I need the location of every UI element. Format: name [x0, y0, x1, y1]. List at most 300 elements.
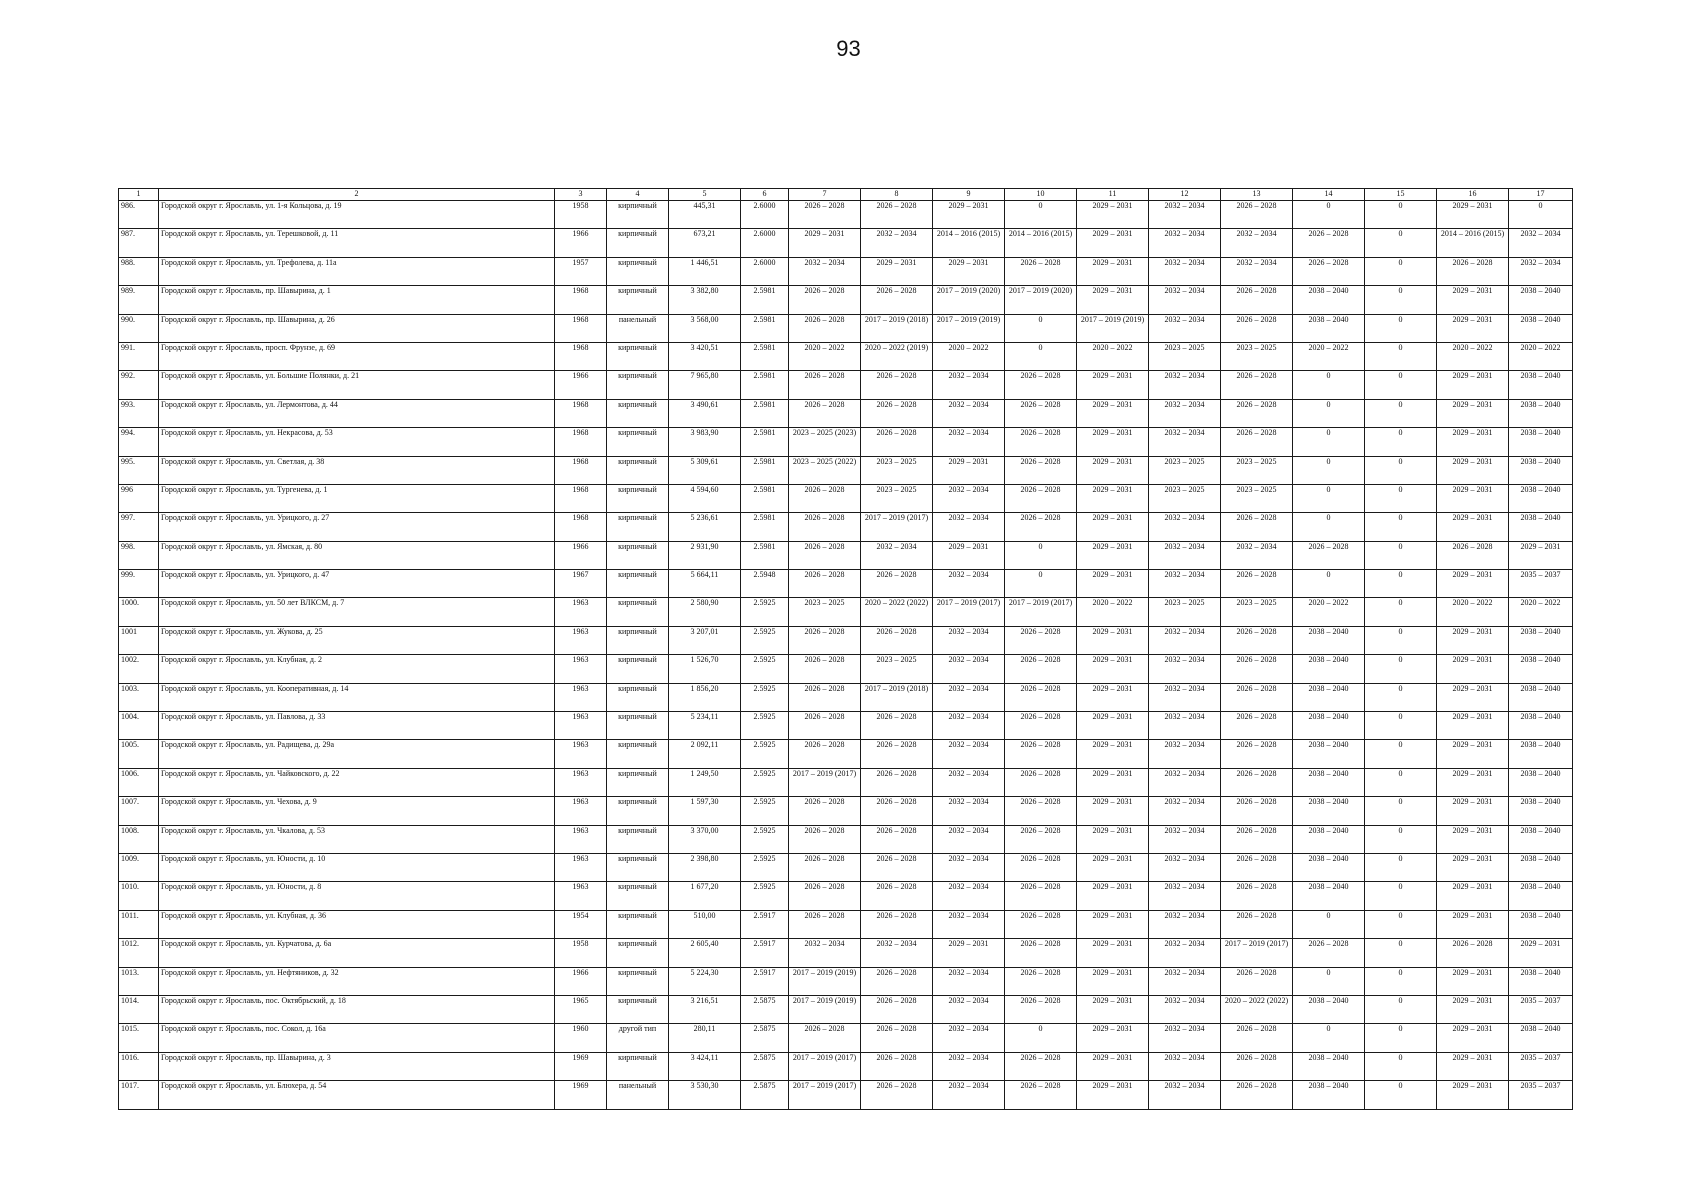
- row-number-cell: 1013.: [119, 967, 159, 995]
- table-cell: 2026 – 2028: [789, 740, 861, 768]
- row-number-cell: 994.: [119, 428, 159, 456]
- address-cell: Городской округ г. Ярославль, ул. Кооперативная, д. 14: [159, 683, 555, 711]
- table-cell: 0: [1365, 484, 1437, 512]
- table-cell: 2032 – 2034: [1149, 314, 1221, 342]
- table-cell: 0: [1293, 1024, 1365, 1052]
- table-cell: 1963: [555, 797, 607, 825]
- table-cell: 2038 – 2040: [1293, 712, 1365, 740]
- table-cell: 0: [1365, 598, 1437, 626]
- table-cell: 2029 – 2031: [1509, 541, 1573, 569]
- table-cell: 1963: [555, 626, 607, 654]
- table-cell: 2 398,80: [669, 853, 741, 881]
- table-cell: 1968: [555, 428, 607, 456]
- table-cell: 2038 – 2040: [1509, 428, 1573, 456]
- table-cell: 1966: [555, 371, 607, 399]
- address-cell: Городской округ г. Ярославль, ул. Трефолева, д. 11а: [159, 257, 555, 285]
- table-cell: 1968: [555, 399, 607, 427]
- table-cell: 1969: [555, 1052, 607, 1080]
- table-cell: 3 420,51: [669, 342, 741, 370]
- table-cell: 2017 – 2019 (2019): [789, 967, 861, 995]
- table-cell: 2032 – 2034: [933, 712, 1005, 740]
- table-cell: 0: [1365, 995, 1437, 1023]
- table-cell: 2020 – 2022: [933, 342, 1005, 370]
- row-number-cell: 1016.: [119, 1052, 159, 1080]
- table-cell: 2026 – 2028: [1005, 939, 1077, 967]
- table-cell: 2026 – 2028: [789, 314, 861, 342]
- address-cell: Городской округ г. Ярославль, ул. Жукова, д. 25: [159, 626, 555, 654]
- table-cell: 2032 – 2034: [933, 797, 1005, 825]
- table-cell: 0: [1005, 342, 1077, 370]
- table-cell: 2014 – 2016 (2015): [1437, 229, 1509, 257]
- table-cell: 2.5925: [741, 797, 789, 825]
- table-cell: 2026 – 2028: [861, 882, 933, 910]
- table-cell: 2026 – 2028: [789, 513, 861, 541]
- table-cell: 2026 – 2028: [1221, 1081, 1293, 1109]
- table-row: [119, 939, 1573, 967]
- table-cell: кирпичный: [607, 655, 669, 683]
- table-cell: кирпичный: [607, 740, 669, 768]
- table-cell: 4 594,60: [669, 484, 741, 512]
- table-cell: 2038 – 2040: [1293, 655, 1365, 683]
- table-row: [119, 513, 1573, 541]
- table-cell: 1 249,50: [669, 768, 741, 796]
- row-number-cell: 1010.: [119, 882, 159, 910]
- address-cell: Городской округ г. Ярославль, ул. Чехова, д. 9: [159, 797, 555, 825]
- table-cell: 2029 – 2031: [1437, 201, 1509, 229]
- table-cell: 2029 – 2031: [1437, 995, 1509, 1023]
- table-cell: 2026 – 2028: [789, 853, 861, 881]
- table-cell: 2029 – 2031: [1437, 712, 1509, 740]
- table-cell: кирпичный: [607, 541, 669, 569]
- table-row: [119, 712, 1573, 740]
- table-cell: 2032 – 2034: [1149, 740, 1221, 768]
- table-cell: 2029 – 2031: [1077, 655, 1149, 683]
- table-cell: 1 677,20: [669, 882, 741, 910]
- table-cell: 2032 – 2034: [1149, 1024, 1221, 1052]
- table-cell: 2032 – 2034: [1149, 399, 1221, 427]
- table-cell: 2020 – 2022: [1509, 598, 1573, 626]
- table-cell: 2026 – 2028: [1221, 853, 1293, 881]
- table-cell: 2023 – 2025: [861, 456, 933, 484]
- address-cell: Городской округ г. Ярославль, ул. 1-я Кольцова, д. 19: [159, 201, 555, 229]
- table-cell: 0: [1365, 342, 1437, 370]
- table-cell: 0: [1293, 371, 1365, 399]
- table-cell: 2026 – 2028: [1221, 626, 1293, 654]
- table-cell: 2029 – 2031: [1437, 825, 1509, 853]
- table-cell: кирпичный: [607, 201, 669, 229]
- table-cell: 2029 – 2031: [1437, 1052, 1509, 1080]
- table-cell: 2.5981: [741, 342, 789, 370]
- table-cell: 2032 – 2034: [933, 371, 1005, 399]
- table-cell: 2038 – 2040: [1509, 740, 1573, 768]
- table-cell: 1963: [555, 768, 607, 796]
- row-number-cell: 990.: [119, 314, 159, 342]
- table-cell: 2026 – 2028: [1221, 1024, 1293, 1052]
- table-row: [119, 314, 1573, 342]
- table-cell: 2029 – 2031: [861, 257, 933, 285]
- table-header: [119, 189, 1573, 201]
- table-cell: 2.5917: [741, 967, 789, 995]
- table-row: [119, 1081, 1573, 1109]
- column-header-15: 15: [1365, 189, 1437, 201]
- table-cell: 1960: [555, 1024, 607, 1052]
- row-number-cell: 998.: [119, 541, 159, 569]
- column-header-13: 13: [1221, 189, 1293, 201]
- table-cell: 2029 – 2031: [1077, 825, 1149, 853]
- row-number-cell: 1000.: [119, 598, 159, 626]
- table-cell: 7 965,80: [669, 371, 741, 399]
- table-cell: 2032 – 2034: [933, 768, 1005, 796]
- address-cell: Городской округ г. Ярославль, пр. Шавырина, д. 1: [159, 286, 555, 314]
- table-cell: 2020 – 2022 (2022): [1221, 995, 1293, 1023]
- table-cell: 2.5981: [741, 484, 789, 512]
- table-cell: 2.5875: [741, 1081, 789, 1109]
- table-cell: другой тип: [607, 1024, 669, 1052]
- row-number-cell: 1008.: [119, 825, 159, 853]
- table-cell: 2017 – 2019 (2018): [861, 683, 933, 711]
- table-cell: 2032 – 2034: [1149, 655, 1221, 683]
- table-cell: 2038 – 2040: [1293, 995, 1365, 1023]
- table-cell: 2032 – 2034: [933, 513, 1005, 541]
- table-cell: 2026 – 2028: [789, 1024, 861, 1052]
- table-cell: 2032 – 2034: [933, 428, 1005, 456]
- table-cell: 2038 – 2040: [1509, 683, 1573, 711]
- table-cell: 2026 – 2028: [1221, 825, 1293, 853]
- table-row: [119, 995, 1573, 1023]
- table-cell: 2026 – 2028: [1005, 371, 1077, 399]
- table-body: [119, 201, 1573, 1110]
- table-cell: 2038 – 2040: [1509, 882, 1573, 910]
- table-cell: 2029 – 2031: [1077, 570, 1149, 598]
- table-row: [119, 201, 1573, 229]
- row-number-cell: 1009.: [119, 853, 159, 881]
- table-cell: 2023 – 2025: [861, 655, 933, 683]
- table-cell: 2038 – 2040: [1293, 286, 1365, 314]
- table-cell: кирпичный: [607, 712, 669, 740]
- table-cell: 2026 – 2028: [789, 712, 861, 740]
- table-cell: 2029 – 2031: [1077, 797, 1149, 825]
- address-cell: Городской округ г. Ярославль, ул. Нефтяников, д. 32: [159, 967, 555, 995]
- table-cell: 0: [1365, 570, 1437, 598]
- column-header-12: 12: [1149, 189, 1221, 201]
- table-cell: кирпичный: [607, 768, 669, 796]
- table-cell: 2.6000: [741, 257, 789, 285]
- table-cell: 2026 – 2028: [1005, 712, 1077, 740]
- address-cell: Городской округ г. Ярославль, пос. Сокол, д. 16а: [159, 1024, 555, 1052]
- address-cell: Городской округ г. Ярославль, ул. Тургенева, д. 1: [159, 484, 555, 512]
- table-cell: 2017 – 2019 (2017): [789, 1081, 861, 1109]
- table-row: [119, 768, 1573, 796]
- table-cell: 2026 – 2028: [789, 683, 861, 711]
- address-cell: Городской округ г. Ярославль, ул. Большие Полянки, д. 21: [159, 371, 555, 399]
- table-cell: 2026 – 2028: [1221, 570, 1293, 598]
- table-cell: 2029 – 2031: [1509, 939, 1573, 967]
- table-cell: 2026 – 2028: [789, 626, 861, 654]
- column-header-7: 7: [789, 189, 861, 201]
- table-cell: 2026 – 2028: [861, 967, 933, 995]
- table-cell: 2029 – 2031: [1077, 428, 1149, 456]
- table-cell: 2038 – 2040: [1509, 655, 1573, 683]
- table-cell: 2032 – 2034: [933, 626, 1005, 654]
- table-cell: 2032 – 2034: [1509, 257, 1573, 285]
- column-header-9: 9: [933, 189, 1005, 201]
- table-cell: 2026 – 2028: [1293, 229, 1365, 257]
- table-cell: 2026 – 2028: [789, 910, 861, 938]
- row-number-cell: 989.: [119, 286, 159, 314]
- address-cell: Городской округ г. Ярославль, ул. Клубная, д. 2: [159, 655, 555, 683]
- table-cell: 2038 – 2040: [1293, 882, 1365, 910]
- table-cell: 2032 – 2034: [1149, 853, 1221, 881]
- table-cell: 5 236,61: [669, 513, 741, 541]
- table-row: [119, 825, 1573, 853]
- table-cell: 2026 – 2028: [1005, 513, 1077, 541]
- table-cell: 2026 – 2028: [789, 570, 861, 598]
- table-cell: 2023 – 2025: [1149, 484, 1221, 512]
- table-cell: 0: [1293, 967, 1365, 995]
- table-cell: 2026 – 2028: [789, 541, 861, 569]
- table-cell: панельный: [607, 314, 669, 342]
- table-row: [119, 229, 1573, 257]
- table-cell: 2023 – 2025: [861, 484, 933, 512]
- table-cell: 2038 – 2040: [1509, 825, 1573, 853]
- table-cell: 2038 – 2040: [1509, 967, 1573, 995]
- table-cell: 2023 – 2025: [1149, 342, 1221, 370]
- table-cell: 2017 – 2019 (2019): [933, 314, 1005, 342]
- table-cell: кирпичный: [607, 882, 669, 910]
- table-cell: 0: [1365, 1024, 1437, 1052]
- table-cell: 2026 – 2028: [1005, 626, 1077, 654]
- table-cell: 2026 – 2028: [1005, 683, 1077, 711]
- table-cell: 2.5981: [741, 456, 789, 484]
- table-cell: 0: [1293, 201, 1365, 229]
- table-cell: 2023 – 2025: [789, 598, 861, 626]
- table-cell: 3 207,01: [669, 626, 741, 654]
- table-cell: 0: [1365, 967, 1437, 995]
- table-cell: 0: [1365, 286, 1437, 314]
- column-header-2: 2: [159, 189, 555, 201]
- table-cell: 2029 – 2031: [1077, 257, 1149, 285]
- table-cell: 2029 – 2031: [789, 229, 861, 257]
- table-cell: 2.5925: [741, 683, 789, 711]
- table-cell: панельный: [607, 1081, 669, 1109]
- table-cell: 2026 – 2028: [861, 1024, 933, 1052]
- table-cell: 2017 – 2019 (2017): [861, 513, 933, 541]
- table-cell: 2029 – 2031: [1077, 229, 1149, 257]
- table-cell: 2026 – 2028: [861, 1081, 933, 1109]
- table-cell: 2032 – 2034: [861, 229, 933, 257]
- table-cell: 2032 – 2034: [1149, 882, 1221, 910]
- table-row: [119, 428, 1573, 456]
- table-cell: 2029 – 2031: [1437, 797, 1509, 825]
- address-cell: Городской округ г. Ярославль, просп. Фрунзе, д. 69: [159, 342, 555, 370]
- table-cell: 2032 – 2034: [1149, 1052, 1221, 1080]
- row-number-cell: 988.: [119, 257, 159, 285]
- row-number-cell: 987.: [119, 229, 159, 257]
- table-cell: 2020 – 2022 (2022): [861, 598, 933, 626]
- table-cell: кирпичный: [607, 286, 669, 314]
- table-cell: 0: [1005, 201, 1077, 229]
- table-cell: 2029 – 2031: [1077, 712, 1149, 740]
- table-cell: 2029 – 2031: [1077, 399, 1149, 427]
- column-header-1: 1: [119, 189, 159, 201]
- table-cell: 2032 – 2034: [933, 683, 1005, 711]
- address-cell: Городской округ г. Ярославль, пр. Шавырина, д. 26: [159, 314, 555, 342]
- table-cell: 2038 – 2040: [1509, 399, 1573, 427]
- table-cell: 2026 – 2028: [861, 201, 933, 229]
- table-cell: 1963: [555, 740, 607, 768]
- column-number-row: [119, 189, 1573, 201]
- table-cell: 2029 – 2031: [1077, 740, 1149, 768]
- table-cell: 2.5925: [741, 740, 789, 768]
- table-row: [119, 882, 1573, 910]
- table-cell: 2032 – 2034: [1149, 712, 1221, 740]
- table-cell: 2026 – 2028: [861, 1052, 933, 1080]
- table-cell: 2032 – 2034: [1149, 201, 1221, 229]
- table-cell: 3 530,30: [669, 1081, 741, 1109]
- table-cell: 2017 – 2019 (2020): [1005, 286, 1077, 314]
- table-cell: 2.5925: [741, 626, 789, 654]
- table-cell: 3 568,00: [669, 314, 741, 342]
- table-cell: 2032 – 2034: [1149, 570, 1221, 598]
- table-cell: 2.5925: [741, 712, 789, 740]
- table-cell: 2026 – 2028: [861, 626, 933, 654]
- table-cell: 2017 – 2019 (2020): [933, 286, 1005, 314]
- table-cell: 2038 – 2040: [1509, 712, 1573, 740]
- table-cell: 2026 – 2028: [861, 740, 933, 768]
- table-cell: 2026 – 2028: [1005, 1081, 1077, 1109]
- table-cell: 2.5981: [741, 371, 789, 399]
- column-header-8: 8: [861, 189, 933, 201]
- column-header-16: 16: [1437, 189, 1509, 201]
- row-number-cell: 1005.: [119, 740, 159, 768]
- table-cell: 2038 – 2040: [1293, 683, 1365, 711]
- table-cell: 2026 – 2028: [861, 286, 933, 314]
- table-cell: 1968: [555, 314, 607, 342]
- table-cell: 1 526,70: [669, 655, 741, 683]
- table-cell: 2.5925: [741, 655, 789, 683]
- table-cell: 2032 – 2034: [933, 853, 1005, 881]
- table-cell: 2032 – 2034: [933, 967, 1005, 995]
- table-cell: кирпичный: [607, 1052, 669, 1080]
- table-cell: 2020 – 2022: [789, 342, 861, 370]
- table-cell: 0: [1293, 570, 1365, 598]
- table-cell: 5 224,30: [669, 967, 741, 995]
- table-cell: 2026 – 2028: [1221, 712, 1293, 740]
- table-cell: 2026 – 2028: [789, 399, 861, 427]
- table-cell: 2032 – 2034: [933, 399, 1005, 427]
- table-cell: 2026 – 2028: [861, 371, 933, 399]
- table-cell: 2032 – 2034: [1149, 513, 1221, 541]
- row-number-cell: 986.: [119, 201, 159, 229]
- table-cell: 1969: [555, 1081, 607, 1109]
- column-header-6: 6: [741, 189, 789, 201]
- table-cell: 2020 – 2022: [1077, 342, 1149, 370]
- table-cell: 2.5925: [741, 882, 789, 910]
- table-cell: 0: [1509, 201, 1573, 229]
- table-cell: 2017 – 2019 (2017): [1005, 598, 1077, 626]
- table-row: [119, 257, 1573, 285]
- table-row: [119, 626, 1573, 654]
- table-cell: 2038 – 2040: [1293, 797, 1365, 825]
- table-cell: 2035 – 2037: [1509, 570, 1573, 598]
- table-cell: кирпичный: [607, 967, 669, 995]
- table-cell: 2026 – 2028: [1293, 257, 1365, 285]
- table-cell: 2032 – 2034: [1221, 541, 1293, 569]
- table-cell: 2026 – 2028: [1437, 939, 1509, 967]
- table-cell: 0: [1005, 314, 1077, 342]
- table-cell: 2.5981: [741, 314, 789, 342]
- table-cell: 2026 – 2028: [1005, 456, 1077, 484]
- table-cell: кирпичный: [607, 456, 669, 484]
- table-cell: 2023 – 2025 (2023): [789, 428, 861, 456]
- table-cell: кирпичный: [607, 570, 669, 598]
- table-cell: 1963: [555, 655, 607, 683]
- table-cell: 2032 – 2034: [933, 570, 1005, 598]
- table-cell: 1963: [555, 712, 607, 740]
- table-cell: 2038 – 2040: [1509, 1024, 1573, 1052]
- table-cell: 0: [1365, 882, 1437, 910]
- table-cell: 2026 – 2028: [1005, 1052, 1077, 1080]
- address-cell: Городской округ г. Ярославль, ул. Радищева, д. 29а: [159, 740, 555, 768]
- table-cell: 2.5925: [741, 768, 789, 796]
- table-cell: 2038 – 2040: [1293, 768, 1365, 796]
- table-cell: кирпичный: [607, 257, 669, 285]
- table-cell: 2 580,90: [669, 598, 741, 626]
- table-cell: 2026 – 2028: [861, 910, 933, 938]
- row-number-cell: 997.: [119, 513, 159, 541]
- table-cell: 2026 – 2028: [861, 995, 933, 1023]
- table-cell: 2026 – 2028: [1293, 541, 1365, 569]
- table-cell: 0: [1293, 399, 1365, 427]
- table-cell: 2029 – 2031: [1077, 456, 1149, 484]
- table-cell: 2026 – 2028: [1221, 882, 1293, 910]
- table-cell: 2.5981: [741, 428, 789, 456]
- table-cell: кирпичный: [607, 598, 669, 626]
- table-cell: 2032 – 2034: [933, 995, 1005, 1023]
- table-cell: кирпичный: [607, 853, 669, 881]
- table-cell: 2029 – 2031: [1437, 683, 1509, 711]
- table-cell: 1954: [555, 910, 607, 938]
- column-header-17: 17: [1509, 189, 1573, 201]
- table-row: [119, 740, 1573, 768]
- table-cell: 2038 – 2040: [1509, 513, 1573, 541]
- table-cell: 2026 – 2028: [789, 371, 861, 399]
- table-cell: 0: [1365, 371, 1437, 399]
- table-cell: 2029 – 2031: [933, 456, 1005, 484]
- table-cell: 2020 – 2022: [1437, 342, 1509, 370]
- table-cell: 0: [1005, 570, 1077, 598]
- table-row: [119, 1024, 1573, 1052]
- table-cell: 1 856,20: [669, 683, 741, 711]
- table-row: [119, 286, 1573, 314]
- table-cell: 2026 – 2028: [1005, 655, 1077, 683]
- table-cell: 2023 – 2025: [1149, 456, 1221, 484]
- table-cell: 2032 – 2034: [1149, 257, 1221, 285]
- table-cell: 2032 – 2034: [933, 1052, 1005, 1080]
- table-cell: 2020 – 2022: [1293, 598, 1365, 626]
- table-cell: 2032 – 2034: [1149, 967, 1221, 995]
- table-cell: 1958: [555, 939, 607, 967]
- table-cell: 2029 – 2031: [1437, 882, 1509, 910]
- table-cell: 2.5875: [741, 1024, 789, 1052]
- table-cell: 2026 – 2028: [789, 797, 861, 825]
- table-cell: 2038 – 2040: [1509, 484, 1573, 512]
- table-row: [119, 910, 1573, 938]
- table-cell: 3 216,51: [669, 995, 741, 1023]
- table-cell: кирпичный: [607, 797, 669, 825]
- table-cell: 2032 – 2034: [933, 1081, 1005, 1109]
- table-cell: 2038 – 2040: [1293, 853, 1365, 881]
